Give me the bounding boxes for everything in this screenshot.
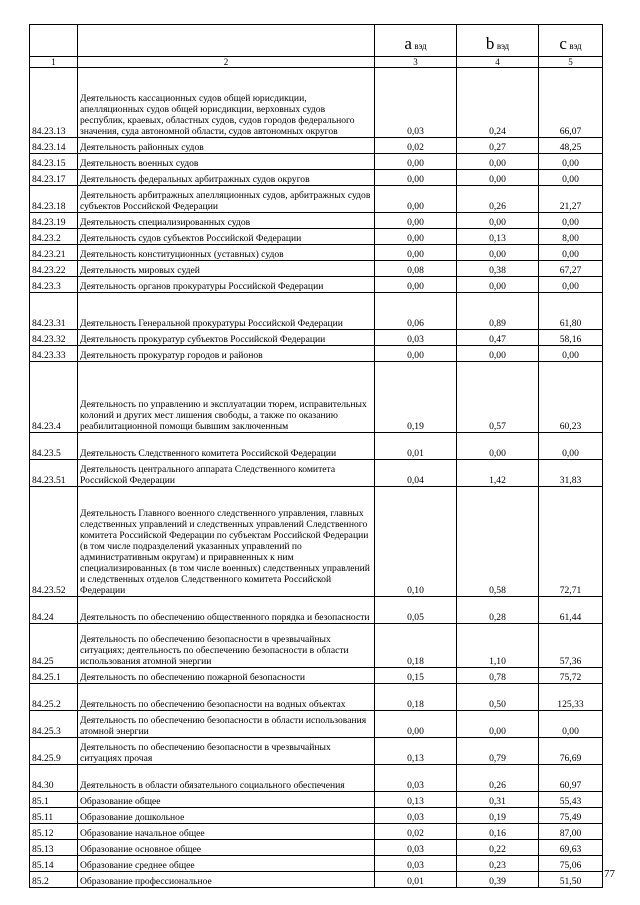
header-b-subscript: вэд <box>496 41 510 51</box>
coefficient-a-cell: 0,00 <box>375 245 457 261</box>
coefficient-c-cell: 67,27 <box>539 261 603 277</box>
coefficient-c-cell: 125,33 <box>539 684 603 711</box>
table-row <box>30 597 603 624</box>
okved-code-cell: 85.13 <box>30 840 78 856</box>
activity-name-cell: Деятельность по обеспечению общественного порядка и безопасности <box>78 597 375 624</box>
coefficient-c-cell: 0,00 <box>539 245 603 261</box>
coefficient-c-cell: 61,44 <box>539 597 603 624</box>
activity-name-cell: Деятельность центрального аппарата Следственного комитета Российской Федерации <box>78 460 375 487</box>
coefficient-c-cell: 57,36 <box>539 624 603 668</box>
okved-code-cell: 84.25.3 <box>30 711 78 738</box>
coefficient-b-cell: 1,10 <box>457 624 539 668</box>
header-cell-code <box>30 25 78 57</box>
coefficient-a-cell: 0,05 <box>375 597 457 624</box>
coefficient-b-cell: 0,78 <box>457 668 539 684</box>
coefficient-a-cell: 0,01 <box>375 872 457 888</box>
table-row <box>30 711 603 738</box>
coefficient-a-cell: 0,02 <box>375 824 457 840</box>
activity-name-cell: Деятельность Генеральной прокуратуры Российской Федерации <box>78 293 375 330</box>
coefficient-b-cell: 0,23 <box>457 856 539 872</box>
coefficient-c-cell: 0,00 <box>539 711 603 738</box>
okved-code-cell: 84.23.15 <box>30 154 78 170</box>
okved-code-cell: 84.23.19 <box>30 213 78 229</box>
activity-name-cell: Деятельность специализированных судов <box>78 213 375 229</box>
coefficient-c-cell: 0,00 <box>539 213 603 229</box>
coefficient-c-cell: 87,00 <box>539 824 603 840</box>
activity-name-cell: Образование общее <box>78 792 375 808</box>
table-row <box>30 229 603 245</box>
coefficient-c-cell: 0,00 <box>539 433 603 460</box>
activity-name-cell: Деятельность по обеспечению пожарной безопасности <box>78 668 375 684</box>
coefficient-a-cell: 0,02 <box>375 138 457 154</box>
coefficient-a-cell: 0,00 <box>375 154 457 170</box>
okved-code-cell: 84.23.18 <box>30 186 78 213</box>
coefficient-b-cell: 0,47 <box>457 330 539 346</box>
activity-name-cell: Деятельность по обеспечению безопасности в области использования атомной энергии <box>78 711 375 738</box>
coefficient-c-cell: 75,06 <box>539 856 603 872</box>
coefficient-b-cell: 0,19 <box>457 808 539 824</box>
coefficient-b-cell: 0,00 <box>457 346 539 362</box>
okved-code-cell: 84.23.51 <box>30 460 78 487</box>
header-a-letter: a <box>404 34 412 53</box>
activity-name-cell: Деятельность по обеспечению безопасности в чрезвычайных ситуациях прочая <box>78 738 375 765</box>
activity-name-cell: Образование профессиональное <box>78 872 375 888</box>
okved-code-cell: 84.23.5 <box>30 433 78 460</box>
header-c-subscript: вэд <box>569 41 582 51</box>
table-row <box>30 362 603 433</box>
activity-name-cell: Образование основное общее <box>78 840 375 856</box>
coefficient-a-cell: 0,15 <box>375 668 457 684</box>
header-a-subscript: вэд <box>414 41 427 51</box>
coefficient-c-cell: 60,97 <box>539 765 603 792</box>
table-row <box>30 840 603 856</box>
table-row <box>30 765 603 792</box>
column-index-3: 3 <box>375 57 457 68</box>
page-number: 77 <box>604 868 615 880</box>
coefficient-b-cell: 0,58 <box>457 487 539 597</box>
coefficient-a-cell: 0,03 <box>375 330 457 346</box>
coefficient-c-cell: 66,07 <box>539 68 603 138</box>
activity-name-cell: Деятельность конституционных (уставных) судов <box>78 245 375 261</box>
header-b-letter: b <box>485 34 495 53</box>
okved-code-cell: 84.23.31 <box>30 293 78 330</box>
activity-name-cell: Образование начальное общее <box>78 824 375 840</box>
activity-name-cell: Деятельность по обеспечению безопасности на водных объектах <box>78 684 375 711</box>
table-row <box>30 245 603 261</box>
coefficient-b-cell: 0,26 <box>457 186 539 213</box>
coefficient-b-cell: 0,00 <box>457 711 539 738</box>
coefficient-a-cell: 0,00 <box>375 711 457 738</box>
activity-name-cell: Деятельность мировых судей <box>78 261 375 277</box>
coefficient-b-cell: 0,26 <box>457 765 539 792</box>
coefficient-c-cell: 8,00 <box>539 229 603 245</box>
okved-code-cell: 84.23.33 <box>30 346 78 362</box>
okved-code-cell: 84.23.22 <box>30 261 78 277</box>
coefficient-c-cell: 51,50 <box>539 872 603 888</box>
coefficient-b-cell: 0,31 <box>457 792 539 808</box>
table-row <box>30 277 603 293</box>
coefficient-c-cell: 76,69 <box>539 738 603 765</box>
header-c-letter: c <box>559 34 567 53</box>
okved-code-cell: 84.25 <box>30 624 78 668</box>
okved-code-cell: 84.23.52 <box>30 487 78 597</box>
activity-name-cell: Деятельность прокуратур субъектов Российской Федерации <box>78 330 375 346</box>
table-row <box>30 624 603 668</box>
header-cell-c <box>539 25 603 57</box>
coefficient-c-cell: 31,83 <box>539 460 603 487</box>
coefficient-b-cell: 0,50 <box>457 684 539 711</box>
coefficient-c-cell: 55,43 <box>539 792 603 808</box>
column-index-1: 1 <box>30 57 78 68</box>
activity-name-cell: Деятельность по обеспечению безопасности в чрезвычайных ситуациях; деятельность по обеспечению безопасности в области использования атомной энергии <box>78 624 375 668</box>
coefficient-c-cell: 0,00 <box>539 346 603 362</box>
coefficient-c-cell: 0,00 <box>539 170 603 186</box>
table-row <box>30 808 603 824</box>
table-row <box>30 738 603 765</box>
coefficient-c-cell: 0,00 <box>539 277 603 293</box>
okved-code-cell: 84.23.32 <box>30 330 78 346</box>
coefficient-c-cell: 75,72 <box>539 668 603 684</box>
coefficient-b-cell: 0,28 <box>457 597 539 624</box>
activity-name-cell: Деятельность прокуратур городов и районов <box>78 346 375 362</box>
coefficient-a-cell: 0,18 <box>375 684 457 711</box>
coefficient-a-cell: 0,03 <box>375 68 457 138</box>
okved-code-cell: 84.23.21 <box>30 245 78 261</box>
column-index-row <box>30 57 603 68</box>
coefficient-a-cell: 0,18 <box>375 624 457 668</box>
coefficient-a-cell: 0,00 <box>375 170 457 186</box>
activity-name-cell: Деятельность районных судов <box>78 138 375 154</box>
coefficient-b-cell: 0,89 <box>457 293 539 330</box>
table-row <box>30 186 603 213</box>
table-row <box>30 792 603 808</box>
coefficient-c-cell: 58,16 <box>539 330 603 346</box>
coefficient-a-cell: 0,00 <box>375 346 457 362</box>
coefficient-c-cell: 61,80 <box>539 293 603 330</box>
document-page <box>29 24 603 888</box>
coefficient-a-cell: 0,03 <box>375 765 457 792</box>
coefficient-a-cell: 0,00 <box>375 229 457 245</box>
column-index-4: 4 <box>457 57 539 68</box>
activity-name-cell: Деятельность федеральных арбитражных судов округов <box>78 170 375 186</box>
okved-code-cell: 85.12 <box>30 824 78 840</box>
table-row <box>30 213 603 229</box>
coefficient-b-cell: 0,39 <box>457 872 539 888</box>
okved-code-cell: 84.23.14 <box>30 138 78 154</box>
activity-name-cell: Деятельность органов прокуратуры Российской Федерации <box>78 277 375 293</box>
activity-name-cell: Деятельность военных судов <box>78 154 375 170</box>
coefficient-b-cell: 0,00 <box>457 433 539 460</box>
coefficient-c-cell: 75,49 <box>539 808 603 824</box>
table-row <box>30 872 603 888</box>
coefficient-c-cell: 72,71 <box>539 487 603 597</box>
okved-code-cell: 84.23.17 <box>30 170 78 186</box>
table-row <box>30 433 603 460</box>
okved-code-cell: 84.23.3 <box>30 277 78 293</box>
table-row <box>30 293 603 330</box>
activity-name-cell: Деятельность в области обязательного социального обеспечения <box>78 765 375 792</box>
coefficient-c-cell: 0,00 <box>539 154 603 170</box>
coefficient-b-cell: 0,24 <box>457 68 539 138</box>
coefficient-c-cell: 21,27 <box>539 186 603 213</box>
activity-name-cell: Образование дошкольное <box>78 808 375 824</box>
okved-code-cell: 84.30 <box>30 765 78 792</box>
coefficient-a-cell: 0,00 <box>375 277 457 293</box>
okved-coefficients-table <box>29 24 603 888</box>
coefficient-a-cell: 0,00 <box>375 186 457 213</box>
coefficient-b-cell: 0,57 <box>457 362 539 433</box>
column-index-2: 2 <box>78 57 375 68</box>
coefficient-b-cell: 0,00 <box>457 154 539 170</box>
activity-name-cell: Деятельность судов субъектов Российской Федерации <box>78 229 375 245</box>
coefficient-a-cell: 0,03 <box>375 856 457 872</box>
table-row <box>30 668 603 684</box>
coefficient-b-cell: 0,38 <box>457 261 539 277</box>
activity-name-cell: Деятельность Главного военного следственного управления, главных следственных управлений и следственных управлений Следственного комитета Российской Федерации по субъектам Российской Федерации (в том числе подразделений указанных управлений по административным округам) и приравненных к ним специализированных (в том числе военных) следственных управлений и следственных отделов Следственного комитета Российской Федерации <box>78 487 375 597</box>
okved-code-cell: 85.14 <box>30 856 78 872</box>
coefficient-a-cell: 0,13 <box>375 792 457 808</box>
coefficient-a-cell: 0,06 <box>375 293 457 330</box>
header-row <box>30 25 603 57</box>
okved-code-cell: 84.23.4 <box>30 362 78 433</box>
okved-code-cell: 85.1 <box>30 792 78 808</box>
table-row <box>30 68 603 138</box>
coefficient-b-cell: 0,22 <box>457 840 539 856</box>
okved-code-cell: 85.11 <box>30 808 78 824</box>
activity-name-cell: Деятельность по управлению и эксплуатации тюрем, исправительных колоний и других мест лишения свободы, а также по оказанию реабилитационной помощи бывшим заключенным <box>78 362 375 433</box>
column-index-5: 5 <box>539 57 603 68</box>
coefficient-c-cell: 69,63 <box>539 840 603 856</box>
coefficient-a-cell: 0,01 <box>375 433 457 460</box>
okved-code-cell: 85.2 <box>30 872 78 888</box>
table-row <box>30 824 603 840</box>
okved-code-cell: 84.25.1 <box>30 668 78 684</box>
okved-code-cell: 84.25.9 <box>30 738 78 765</box>
table-row <box>30 346 603 362</box>
coefficient-a-cell: 0,10 <box>375 487 457 597</box>
table-row <box>30 154 603 170</box>
coefficient-a-cell: 0,00 <box>375 213 457 229</box>
coefficient-a-cell: 0,08 <box>375 261 457 277</box>
coefficient-a-cell: 0,03 <box>375 840 457 856</box>
coefficient-b-cell: 0,00 <box>457 170 539 186</box>
coefficient-a-cell: 0,19 <box>375 362 457 433</box>
table-row <box>30 460 603 487</box>
table-row <box>30 138 603 154</box>
coefficient-b-cell: 0,16 <box>457 824 539 840</box>
okved-code-cell: 84.24 <box>30 597 78 624</box>
table-row <box>30 170 603 186</box>
activity-name-cell: Деятельность арбитражных апелляционных судов, арбитражных судов субъектов Российской Федерации <box>78 186 375 213</box>
coefficient-c-cell: 48,25 <box>539 138 603 154</box>
okved-code-cell: 84.23.13 <box>30 68 78 138</box>
table-row <box>30 487 603 597</box>
coefficient-a-cell: 0,03 <box>375 808 457 824</box>
table-row <box>30 330 603 346</box>
coefficient-b-cell: 0,00 <box>457 245 539 261</box>
coefficient-a-cell: 0,13 <box>375 738 457 765</box>
table-row <box>30 856 603 872</box>
coefficient-a-cell: 0,04 <box>375 460 457 487</box>
activity-name-cell: Деятельность кассационных судов общей юрисдикции, апелляционных судов общей юрисдикции, верховных судов республик, краевых, областных судов, судов городов федерального значения, суда автономной области, судов автономных округов <box>78 68 375 138</box>
table-row <box>30 684 603 711</box>
header-cell-b <box>457 25 539 57</box>
coefficient-b-cell: 0,00 <box>457 213 539 229</box>
okved-code-cell: 84.23.2 <box>30 229 78 245</box>
coefficient-c-cell: 60,23 <box>539 362 603 433</box>
coefficient-b-cell: 0,27 <box>457 138 539 154</box>
coefficient-b-cell: 1,42 <box>457 460 539 487</box>
activity-name-cell: Деятельность Следственного комитета Российской Федерации <box>78 433 375 460</box>
coefficient-b-cell: 0,00 <box>457 277 539 293</box>
header-cell-a <box>375 25 457 57</box>
activity-name-cell: Образование среднее общее <box>78 856 375 872</box>
table-row <box>30 261 603 277</box>
header-cell-name <box>78 25 375 57</box>
coefficient-b-cell: 0,79 <box>457 738 539 765</box>
coefficient-b-cell: 0,13 <box>457 229 539 245</box>
okved-code-cell: 84.25.2 <box>30 684 78 711</box>
